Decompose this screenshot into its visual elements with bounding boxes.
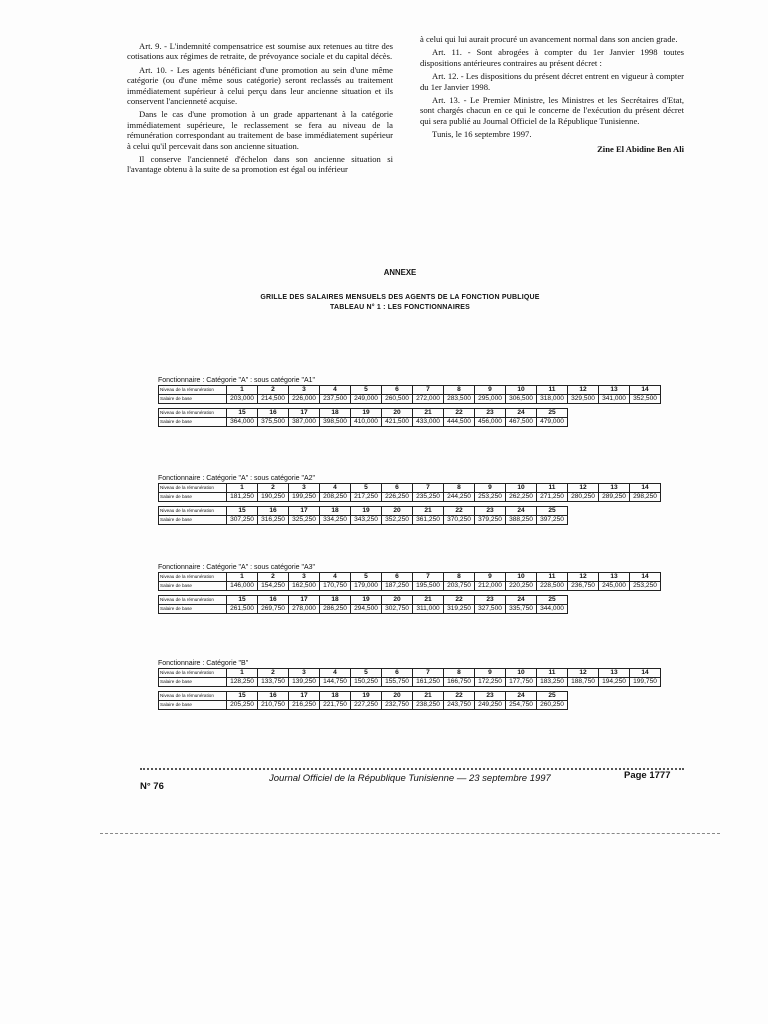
level-cell: 24 [506, 692, 537, 701]
salary-grid [158, 563, 661, 614]
table-row [159, 605, 568, 614]
level-cell: 4 [320, 386, 351, 395]
level-cell: 7 [413, 669, 444, 678]
row-label: Niveau de la rémunération [159, 596, 227, 605]
salary-cell: 195,500 [413, 582, 444, 591]
level-cell: 13 [599, 669, 630, 678]
level-cell: 19 [351, 692, 382, 701]
level-cell: 16 [258, 409, 289, 418]
salary-cell: 128,250 [227, 678, 258, 687]
row-label: Salaire de base [159, 701, 227, 710]
salary-cell: 364,000 [227, 418, 258, 427]
table-row [159, 573, 661, 582]
level-cell: 22 [444, 409, 475, 418]
salary-cell: 150,250 [351, 678, 382, 687]
level-cell: 16 [258, 596, 289, 605]
salary-cell: 194,250 [599, 678, 630, 687]
level-cell: 11 [537, 484, 568, 493]
salary-cell: 261,500 [227, 605, 258, 614]
salary-cell: 278,000 [289, 605, 320, 614]
article-paragraph: Art. 13. - Le Premier Ministre, les Ministres et les Secrétaires d'Etat, sont chargés chacun en ce qui le concerne de l'exécution du présent décret qui sera publié au Journal Officiel de la République Tunisienne. [420, 95, 684, 126]
row-label: Salaire de base [159, 516, 227, 525]
level-cell: 22 [444, 692, 475, 701]
salary-cell: 388,250 [506, 516, 537, 525]
salary-cell: 352,500 [630, 395, 661, 404]
level-cell: 7 [413, 484, 444, 493]
level-cell: 8 [444, 573, 475, 582]
salary-cell: 187,250 [382, 582, 413, 591]
salary-cell: 161,250 [413, 678, 444, 687]
table-row [159, 516, 568, 525]
salary-cell: 214,500 [258, 395, 289, 404]
salary-cell: 154,250 [258, 582, 289, 591]
salary-cell: 253,250 [475, 493, 506, 502]
salary-cell: 397,250 [537, 516, 568, 525]
salary-cell: 335,750 [506, 605, 537, 614]
level-cell: 22 [444, 596, 475, 605]
grid-title: Fonctionnaire : Catégorie "A" : sous catégorie "A1" [158, 377, 316, 384]
level-cell: 12 [568, 573, 599, 582]
level-cell: 20 [382, 596, 413, 605]
row-label: Salaire de base [159, 605, 227, 614]
salary-cell: 260,500 [382, 395, 413, 404]
table-row [159, 484, 661, 493]
page-number: Page 1777 [624, 770, 671, 781]
salary-cell: 166,750 [444, 678, 475, 687]
level-cell: 2 [258, 484, 289, 493]
salary-cell: 238,250 [413, 701, 444, 710]
level-cell: 4 [320, 484, 351, 493]
table-row [159, 395, 661, 404]
level-cell: 3 [289, 573, 320, 582]
level-cell: 25 [537, 692, 568, 701]
salary-cell: 244,250 [444, 493, 475, 502]
level-cell: 14 [630, 484, 661, 493]
row-label: Salaire de base [159, 493, 227, 502]
salary-cell: 370,250 [444, 516, 475, 525]
salary-cell: 352,250 [382, 516, 413, 525]
level-cell: 10 [506, 669, 537, 678]
salary-cell: 329,500 [568, 395, 599, 404]
salary-cell: 307,250 [227, 516, 258, 525]
row-label: Niveau de la rémunération [159, 409, 227, 418]
grid-title: Fonctionnaire : Catégorie "A" : sous catégorie "A3" [158, 564, 316, 571]
level-cell: 11 [537, 386, 568, 395]
level-cell: 15 [227, 507, 258, 516]
row-label: Niveau de la rémunération [159, 573, 227, 582]
level-cell: 1 [227, 573, 258, 582]
level-cell: 16 [258, 692, 289, 701]
level-cell: 20 [382, 409, 413, 418]
salary-cell: 456,000 [475, 418, 506, 427]
level-cell: 5 [351, 386, 382, 395]
salary-cell: 139,250 [289, 678, 320, 687]
salary-cell: 179,000 [351, 582, 382, 591]
level-cell: 11 [537, 669, 568, 678]
salary-cell: 344,000 [537, 605, 568, 614]
signature: Zine El Abidine Ben Ali [597, 143, 684, 154]
salary-cell: 133,750 [258, 678, 289, 687]
level-cell: 21 [413, 409, 444, 418]
salary-cell: 188,750 [568, 678, 599, 687]
issue-number: N° 76 [140, 781, 164, 792]
level-cell: 15 [227, 692, 258, 701]
salary-cell: 325,250 [289, 516, 320, 525]
level-cell: 17 [289, 692, 320, 701]
level-cell: 19 [351, 409, 382, 418]
salary-cell: 444,500 [444, 418, 475, 427]
salary-cell: 316,250 [258, 516, 289, 525]
level-cell: 13 [599, 573, 630, 582]
salary-cell: 228,500 [537, 582, 568, 591]
salary-grid [158, 376, 661, 427]
level-cell: 1 [227, 386, 258, 395]
article-paragraph: Art. 10. - Les agents bénéficiant d'une promotion au sein d'une même catégorie (ou d'une même sous catégorie) seront reclassés au traitement immédiatement supérieur à celui perçu dans leur ancienne situation et ils conservent l'ancienneté acquise. [127, 64, 393, 107]
salary-cell: 245,000 [599, 582, 630, 591]
level-cell: 12 [568, 484, 599, 493]
level-cell: 17 [289, 409, 320, 418]
annex-title: ANNEXE [383, 268, 417, 277]
salary-cell: 144,750 [320, 678, 351, 687]
table-row [159, 701, 568, 710]
article-paragraph: Il conserve l'ancienneté d'échelon dans son ancienne situation si l'avantage obtenu à la suite de sa promotion est égal ou inférieur [127, 154, 393, 175]
salary-cell: 387,000 [289, 418, 320, 427]
salary-cell: 217,250 [351, 493, 382, 502]
table-row [159, 692, 568, 701]
level-cell: 24 [506, 507, 537, 516]
salary-cell: 479,000 [537, 418, 568, 427]
grid-title: Fonctionnaire : Catégorie "A" : sous catégorie "A2" [158, 475, 316, 482]
salary-cell: 170,750 [320, 582, 351, 591]
salary-cell: 249,000 [351, 395, 382, 404]
level-cell: 19 [351, 507, 382, 516]
salary-cell: 253,250 [630, 582, 661, 591]
level-cell: 9 [475, 386, 506, 395]
level-cell: 10 [506, 573, 537, 582]
salary-cell: 341,000 [599, 395, 630, 404]
level-cell: 24 [506, 409, 537, 418]
level-cell: 5 [351, 573, 382, 582]
grid-title: Fonctionnaire : Catégorie "B" [158, 660, 249, 667]
level-cell: 9 [475, 573, 506, 582]
salary-cell: 190,250 [258, 493, 289, 502]
salary-cell: 221,750 [320, 701, 351, 710]
salary-cell: 327,500 [475, 605, 506, 614]
salary-cell: 232,750 [382, 701, 413, 710]
level-cell: 11 [537, 573, 568, 582]
level-cell: 21 [413, 507, 444, 516]
level-cell: 18 [320, 409, 351, 418]
salary-grid [158, 659, 661, 710]
salary-cell: 155,750 [382, 678, 413, 687]
date-line: Tunis, le 16 septembre 1997. [432, 129, 532, 140]
salary-table [158, 506, 568, 525]
level-cell: 25 [537, 507, 568, 516]
row-label: Salaire de base [159, 418, 227, 427]
salary-cell: 467,500 [506, 418, 537, 427]
salary-table [158, 668, 661, 687]
level-cell: 14 [630, 669, 661, 678]
salary-cell: 311,000 [413, 605, 444, 614]
salary-cell: 183,250 [537, 678, 568, 687]
salary-cell: 243,750 [444, 701, 475, 710]
salary-cell: 235,250 [413, 493, 444, 502]
level-cell: 13 [599, 386, 630, 395]
row-label: Niveau de la rémunération [159, 484, 227, 493]
salary-cell: 343,250 [351, 516, 382, 525]
salary-table [158, 385, 661, 404]
salary-cell: 237,500 [320, 395, 351, 404]
level-cell: 20 [382, 507, 413, 516]
level-cell: 8 [444, 669, 475, 678]
table-row [159, 418, 568, 427]
salary-cell: 375,500 [258, 418, 289, 427]
level-cell: 2 [258, 669, 289, 678]
salary-cell: 205,250 [227, 701, 258, 710]
level-cell: 12 [568, 669, 599, 678]
journal-title: Journal Officiel de la République Tunisienne — 23 septembre 1997 [269, 773, 551, 784]
salary-cell: 318,000 [537, 395, 568, 404]
row-label: Niveau de la rémunération [159, 507, 227, 516]
level-cell: 17 [289, 596, 320, 605]
level-cell: 9 [475, 669, 506, 678]
salary-cell: 172,250 [475, 678, 506, 687]
level-cell: 18 [320, 596, 351, 605]
row-label: Salaire de base [159, 582, 227, 591]
salary-cell: 302,750 [382, 605, 413, 614]
salary-cell: 199,750 [630, 678, 661, 687]
level-cell: 19 [351, 596, 382, 605]
level-cell: 15 [227, 409, 258, 418]
level-cell: 7 [413, 386, 444, 395]
level-cell: 25 [537, 596, 568, 605]
salary-cell: 260,250 [537, 701, 568, 710]
salary-cell: 212,000 [475, 582, 506, 591]
salary-cell: 272,000 [413, 395, 444, 404]
salary-cell: 262,250 [506, 493, 537, 502]
row-label: Niveau de la rémunération [159, 692, 227, 701]
salary-cell: 177,750 [506, 678, 537, 687]
level-cell: 21 [413, 596, 444, 605]
footer-divider [140, 768, 684, 770]
level-cell: 6 [382, 386, 413, 395]
level-cell: 14 [630, 386, 661, 395]
salary-cell: 210,750 [258, 701, 289, 710]
article-paragraph: Art. 12. - Les dispositions du présent décret entrent en vigueur à compter du 1er Janvier 1998. [420, 71, 684, 92]
table-row [159, 669, 661, 678]
article-paragraph: à celui qui lui aurait procuré un avancement normal dans son ancien grade. [420, 34, 678, 44]
salary-cell: 421,500 [382, 418, 413, 427]
salary-table [158, 595, 568, 614]
salary-cell: 271,250 [537, 493, 568, 502]
level-cell: 13 [599, 484, 630, 493]
salary-cell: 220,250 [506, 582, 537, 591]
salary-cell: 226,250 [382, 493, 413, 502]
salary-cell: 294,500 [351, 605, 382, 614]
salary-cell: 410,000 [351, 418, 382, 427]
level-cell: 9 [475, 484, 506, 493]
level-cell: 6 [382, 484, 413, 493]
row-label: Niveau de la rémunération [159, 669, 227, 678]
salary-cell: 398,500 [320, 418, 351, 427]
level-cell: 3 [289, 386, 320, 395]
row-label: Niveau de la rémunération [159, 386, 227, 395]
salary-cell: 283,500 [444, 395, 475, 404]
level-cell: 23 [475, 692, 506, 701]
table-row [159, 507, 568, 516]
salary-cell: 208,250 [320, 493, 351, 502]
article-paragraph: Art. 11. - Sont abrogées à compter du 1er Janvier 1998 toutes dispositions antérieures contraires au présent décret : [420, 47, 684, 68]
salary-cell: 181,250 [227, 493, 258, 502]
level-cell: 16 [258, 507, 289, 516]
salary-cell: 199,250 [289, 493, 320, 502]
level-cell: 6 [382, 669, 413, 678]
salary-cell: 306,500 [506, 395, 537, 404]
table-row [159, 582, 661, 591]
salary-cell: 433,000 [413, 418, 444, 427]
level-cell: 25 [537, 409, 568, 418]
article-paragraph: Art. 9. - L'indemnité compensatrice est soumise aux retenues au titre des cotisations aux régimes de retraite, de prévoyance sociale et du capital décès. [127, 41, 393, 62]
level-cell: 2 [258, 573, 289, 582]
salary-cell: 269,750 [258, 605, 289, 614]
salary-cell: 289,250 [599, 493, 630, 502]
level-cell: 17 [289, 507, 320, 516]
level-cell: 21 [413, 692, 444, 701]
level-cell: 8 [444, 484, 475, 493]
salary-cell: 146,000 [227, 582, 258, 591]
level-cell: 5 [351, 669, 382, 678]
salary-table [158, 572, 661, 591]
level-cell: 4 [320, 573, 351, 582]
salary-cell: 162,500 [289, 582, 320, 591]
bottom-divider [100, 833, 720, 834]
table-row [159, 493, 661, 502]
level-cell: 7 [413, 573, 444, 582]
level-cell: 14 [630, 573, 661, 582]
row-label: Salaire de base [159, 395, 227, 404]
salary-cell: 203,750 [444, 582, 475, 591]
table-row [159, 596, 568, 605]
level-cell: 20 [382, 692, 413, 701]
level-cell: 23 [475, 507, 506, 516]
level-cell: 10 [506, 484, 537, 493]
salary-table [158, 483, 661, 502]
level-cell: 3 [289, 484, 320, 493]
salary-cell: 216,250 [289, 701, 320, 710]
salary-cell: 249,250 [475, 701, 506, 710]
salary-cell: 226,000 [289, 395, 320, 404]
level-cell: 3 [289, 669, 320, 678]
salary-cell: 295,000 [475, 395, 506, 404]
row-label: Salaire de base [159, 678, 227, 687]
salary-table [158, 408, 568, 427]
table-row [159, 409, 568, 418]
salary-grid [158, 474, 661, 525]
table-row [159, 386, 661, 395]
level-cell: 1 [227, 669, 258, 678]
salary-cell: 379,250 [475, 516, 506, 525]
level-cell: 22 [444, 507, 475, 516]
level-cell: 23 [475, 596, 506, 605]
annex-subtitle: GRILLE DES SALAIRES MENSUELS DES AGENTS DE LA FONCTION PUBLIQUE [260, 294, 540, 301]
salary-table [158, 691, 568, 710]
level-cell: 15 [227, 596, 258, 605]
level-cell: 24 [506, 596, 537, 605]
level-cell: 4 [320, 669, 351, 678]
level-cell: 2 [258, 386, 289, 395]
salary-cell: 319,250 [444, 605, 475, 614]
level-cell: 18 [320, 507, 351, 516]
salary-cell: 286,250 [320, 605, 351, 614]
salary-cell: 334,250 [320, 516, 351, 525]
salary-cell: 298,250 [630, 493, 661, 502]
table-row [159, 678, 661, 687]
level-cell: 12 [568, 386, 599, 395]
article-paragraph: Dans le cas d'une promotion à un grade appartenant à la catégorie immédiatement supérieure, le reclassement se fera au niveau de la rémunération correspondant au traitement de base immédiatement supérieur à celui qu'il percevait dans son ancienne situation. [127, 109, 393, 151]
level-cell: 10 [506, 386, 537, 395]
level-cell: 18 [320, 692, 351, 701]
salary-cell: 236,750 [568, 582, 599, 591]
salary-cell: 361,250 [413, 516, 444, 525]
level-cell: 23 [475, 409, 506, 418]
salary-cell: 227,250 [351, 701, 382, 710]
annex-table-title: TABLEAU N° 1 : LES FONCTIONNAIRES [330, 304, 470, 311]
level-cell: 6 [382, 573, 413, 582]
level-cell: 5 [351, 484, 382, 493]
right-text-column [420, 34, 684, 157]
left-text-column [127, 41, 393, 178]
level-cell: 8 [444, 386, 475, 395]
salary-cell: 254,750 [506, 701, 537, 710]
salary-cell: 203,000 [227, 395, 258, 404]
salary-cell: 280,250 [568, 493, 599, 502]
level-cell: 1 [227, 484, 258, 493]
